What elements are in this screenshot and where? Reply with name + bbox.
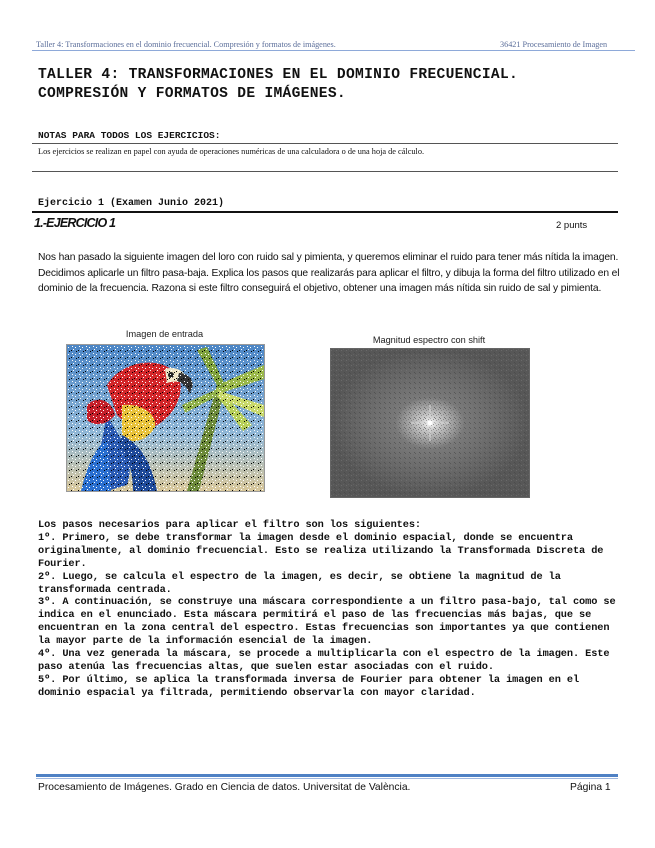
notes-heading: NOTAS PARA TODOS LOS EJERCICIOS: [38,130,221,141]
title-line-2: COMPRESIÓN Y FORMATOS DE IMÁGENES. [38,86,346,102]
step-4: 4º. Una vez generada la máscara, se procede a multiplicarla con el espectro de la imagen. Este paso atenúa las frecuencias altas, que suelen estar asociadas con el ruido. [38,648,610,673]
parrot-illustration [67,345,264,491]
exercise-statement: Nos han pasado la siguiente imagen del loro con ruido sal y pimienta, y queremos eliminar el ruido para tener más nítida la imagen. Decidimos aplicarle un filtro pasa-baja. Explica los pasos que realizarás para aplicar el filtro, y dibuja la forma del filtro utilizado en el dominio de la frecuencia. Razona si este filtro conseguirá el objetivo, obtener una imagen más nítida sin ruido de sal y pimienta. [38,252,620,294]
exercise-rule [32,211,618,213]
step-1: 1º. Primero, se debe transformar la imagen desde el dominio espacial, donde se encuentra originalmente, al dominio frecuencial. Esto se realiza utilizando la Transformada Discreta de Fourier. [38,531,604,570]
notes-bottom-rule [32,171,618,172]
spectrum-plot [331,349,529,497]
step-5: 5º. Por último, se aplica la transformada inversa de Fourier para obtener la imagen en el dominio espacial ya filtrada, permitiendo observarla con mayor claridad. [38,673,580,699]
exercise-heading: Ejercicio 1 (Examen Junio 2021) [38,198,225,209]
footer-page-number: Página 1 [570,782,611,793]
running-header-course: 36421 Procesamiento de Imagen [500,40,608,49]
spectrum-magnitude-image [330,348,530,498]
exercise-points: 2 punts [556,220,588,231]
document-title [38,66,518,104]
notes-top-rule [32,143,618,144]
running-header-title: Taller 4: Transformaciones en el dominio frecuencial. Compresión y formatos de imágenes. [36,40,336,49]
footer-rule [36,774,618,777]
footer-course: Procesamiento de Imágenes. Grado en Ciencia de datos. Universitat de València. [38,782,411,793]
exercise-title: 1.-EJERCICIO 1 [34,216,116,230]
step-2: 2º. Luego, se calcula el espectro de la imagen, es decir, se obtiene la magnitud de la transformada centrada. [38,570,561,596]
parrot-noisy-image [66,344,265,492]
notes-text: Los ejercicios se realizan en papel con ayuda de operaciones numéricas de una calculadora o de una hoja de cálculo. [38,147,425,156]
header-divider [32,50,635,51]
steps-intro: Los pasos necesarios para aplicar el filtro son los siguientes: [38,519,421,531]
spectrum-caption: Magnitud espectro con shift [372,335,486,345]
steps-answer [38,519,618,700]
step-3: 3º. A continuación, se construye una máscara correspondiente a un filtro pasa-bajo, tal como se indica en el enunciado. Esta máscara permitirá el paso de las frecuencias más bajas, que se encuentran en la zona central del espectro. Estas frecuencias son importantes ya que contienen la mayor parte de la información esencial de la imagen. [38,596,616,648]
input-image-caption: Imagen de entrada [125,329,204,339]
footer-rule-thin [36,778,618,779]
title-line-1: TALLER 4: TRANSFORMACIONES EN EL DOMINIO FRECUENCIAL. [38,67,519,83]
